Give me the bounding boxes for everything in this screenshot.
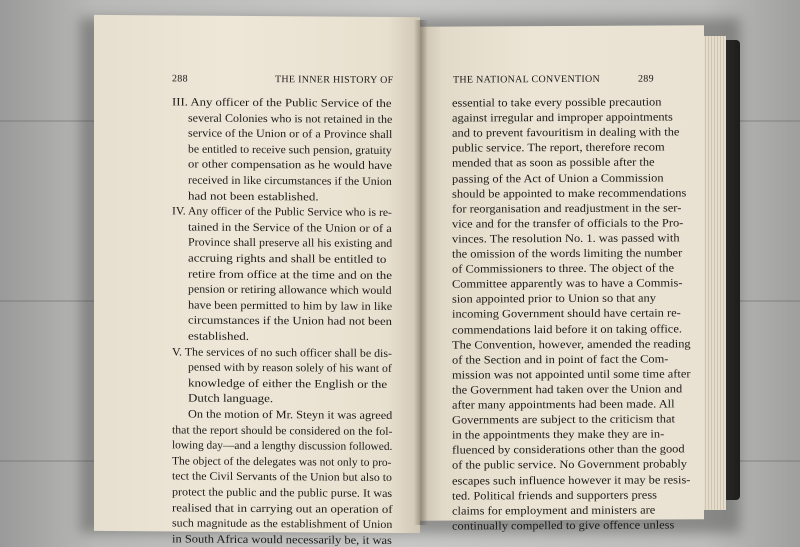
text-line: for reorganisation and readjustment in the ser- [452, 202, 682, 216]
text-line: The Convention, however, amended the reading [452, 337, 691, 352]
text-line: the omission of the words limiting the number [452, 247, 683, 261]
text-line: Governments are subject to the criticism that [452, 413, 675, 427]
text-line: pensed with by reason solely of his want of [188, 361, 392, 376]
text-line: in South Africa would necessarily be, it was [172, 533, 392, 547]
text-line: public service. The report, therefore recom [452, 141, 665, 155]
text-line: retire from office at the time and on the [188, 268, 392, 282]
text-line: The object of the delegates was not only to pro- [172, 455, 392, 469]
text-line: On the motion of Mr. Steyn it was agreed [188, 408, 393, 422]
book-gutter [414, 20, 428, 525]
right-running-head: THE NATIONAL CONVENTION [453, 73, 601, 86]
text-line: and to prevent favouritism in dealing with the [452, 126, 680, 140]
text-line: sion appointed prior to Union so that any [452, 292, 656, 306]
text-line: tained in the Service of the Union or of a [188, 221, 392, 235]
text-line: vice and for the transfer of officials to the Pro- [452, 217, 684, 231]
text-line: knowledge of either the English or the [188, 377, 388, 391]
text-line: the Government had taken over the Union and [452, 383, 683, 397]
text-line: established. [188, 330, 249, 343]
text-line: or other compensation as he would have [188, 158, 392, 173]
text-line: against irregular and improper appointments [452, 111, 673, 125]
text-line: mended that as soon as possible after the [452, 156, 655, 170]
text-line: have been permitted to him by law in like [188, 299, 393, 313]
text-line: ted. Political friends and supporters press [452, 489, 658, 503]
text-line: Province shall preserve all his existing and [188, 236, 393, 251]
text-line: be entitled to receive such pension, gratuity [188, 143, 392, 157]
text-line: several Colonies who is not retained in the [188, 112, 393, 126]
text-line: service of the Union or of a Province shall [188, 127, 393, 142]
text-line: received in like circumstances if the Union [188, 174, 392, 188]
text-line: pension or retiring allowance which would [188, 283, 392, 298]
left-page [94, 15, 420, 547]
text-line: commendations laid before it on taking office. [452, 322, 682, 337]
text-line: III. Any officer of the Public Service of the [172, 96, 392, 110]
text-line: mission was not appointed until some time after [452, 368, 691, 382]
text-line: protect the public and the public purse. It was [172, 486, 393, 500]
right-page [420, 25, 704, 533]
text-line: tect the Civil Servants of the Union but also to [172, 470, 392, 485]
text-line: realised that in carrying out an operation of [172, 502, 393, 516]
text-line: fluenced by considerations other than the good [452, 443, 685, 457]
text-line: claims for employment and ministers are [452, 504, 656, 518]
text-line: IV. Any officer of the Public Service who is re- [172, 205, 392, 220]
text-line: lowing day—and a lengthy discussion followed. [172, 439, 393, 454]
text-line: escapes such influence however it may be resis- [452, 473, 691, 488]
text-line: V. The services of no such officer shall be dis- [172, 346, 392, 360]
text-line: of the public service. No Government probably [452, 458, 688, 472]
text-line: passing of the Act of Union a Commission [452, 171, 664, 186]
text-line: had not been established. [188, 190, 319, 204]
text-line: that the report should be considered on the fol- [172, 424, 393, 438]
right-page-number: 289 [638, 73, 654, 85]
text-line: continually compelled to give offence unless [452, 519, 675, 533]
text-line: after many appointments had been made. All [452, 398, 675, 412]
text-line: Committee apparently was to have a Commis- [452, 277, 683, 291]
text-line: incoming Government should have certain re- [452, 307, 681, 321]
text-line: vinces. The resolution No. 1. was passed with [452, 232, 680, 246]
text-line: of the Section and in point of fact the Com- [452, 353, 669, 367]
text-line: should be appointed to make recommendations [452, 186, 687, 201]
text-line: Dutch language. [188, 392, 274, 406]
left-running-head: THE INNER HISTORY OF [275, 74, 394, 86]
text-line: accruing rights and shall be entitled to [188, 252, 387, 266]
text-line: essential to take every possible precaution [452, 96, 662, 110]
text-line: of Commissioners to three. The object of the [452, 262, 675, 276]
left-page-number: 288 [172, 73, 188, 85]
text-line: in the appointments they make they are in- [452, 428, 665, 442]
text-line: circumstances if the Union had not been [188, 314, 392, 329]
text-line: such magnitude as the establishment of Union [172, 517, 393, 532]
